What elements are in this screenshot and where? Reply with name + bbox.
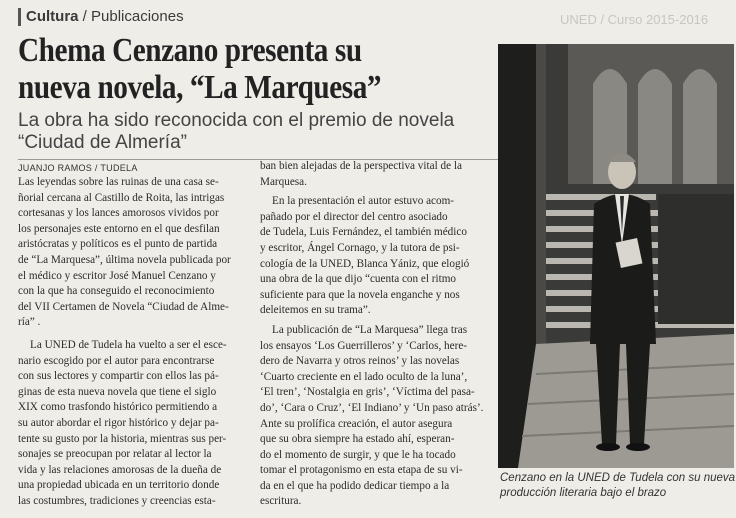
byline: JUANJO RAMOS / TUDELA xyxy=(18,163,138,173)
subsection-name: / Publicaciones xyxy=(82,8,184,25)
section-name: Cultura xyxy=(26,8,79,25)
body-line: Ante su prolífica creación, el autor asegura xyxy=(260,417,453,430)
facing-page-header: UNED / Curso 2015-2016 xyxy=(560,12,709,27)
photo-caption xyxy=(500,471,736,501)
body-line: cortesanas y los lances amorosos vividos por xyxy=(18,207,219,220)
body-line: cología de la UNED, Blanca Yániz, que elogió xyxy=(260,257,470,270)
body-line: Marquesa. xyxy=(260,175,307,188)
body-column-1 xyxy=(18,175,258,509)
body-line: una propiedad ubicada en un territorio donde xyxy=(18,479,220,492)
body-column-2 xyxy=(260,159,500,510)
body-line: nario escogido por el autor para encontrarse xyxy=(18,354,215,367)
body-line: ‘Cuarto creciente en el lado oculto de la luna’, xyxy=(260,370,468,383)
body-line: ría” . xyxy=(18,316,41,329)
caption-line: producción literaria bajo el brazo xyxy=(500,487,667,499)
body-line: vida y las relaciones amorosas de la dueña de xyxy=(18,463,222,476)
body-line: La publicación de “La Marquesa” llega tras xyxy=(272,323,468,336)
body-line: deleitemos en su trama”. xyxy=(260,304,371,317)
photo-illustration xyxy=(498,44,734,468)
body-line: con la que ha conseguido el reconocimiento xyxy=(18,285,215,298)
body-line: con sus lectores y compartir con ellos las pá- xyxy=(18,370,219,383)
body-line: tente su gusto por la historia, mientras sus per- xyxy=(18,432,227,445)
body-line: do el momento de surgir, y que le ha tocado xyxy=(260,448,456,461)
body-line: escritura. xyxy=(260,495,302,508)
body-line: los ensayos ‘Los Guerrilleros’ y ‘Carlos, here- xyxy=(260,339,468,352)
body-line: ‘El tren’, ‘Nostalgia en gris’, ‘Víctima del pasa- xyxy=(260,386,475,399)
body-line: su autor abordar el rigor histórico y dejar pa- xyxy=(18,416,219,429)
body-line: do’, ‘Cara o Cruz’, ‘El Indiano’ y ‘Un paso atrás’. xyxy=(260,401,484,414)
body-line: del VII Certamen de Novela “Ciudad de Alme- xyxy=(18,300,229,313)
body-line: y escritor, Ángel Cornago, y la tutora de psi- xyxy=(260,241,460,254)
article-subtitle xyxy=(18,110,498,154)
section-label xyxy=(18,8,184,26)
body-line: La UNED de Tudela ha vuelto a ser el esce- xyxy=(30,338,227,351)
body-line: XIX como trasfondo histórico permitiendo a xyxy=(18,401,218,414)
body-line: ban bien alejadas de la perspectiva vital de la xyxy=(260,160,462,172)
body-line: aristócratas y políticos es el punto de partida xyxy=(18,238,218,251)
body-line: tomar el protagonismo en esta etapa de su vi- xyxy=(260,464,463,477)
body-line: sonajes se preocupan por relatar al lector la xyxy=(18,448,212,461)
body-line: de Tudela, Luis Fernández, el también médico xyxy=(260,226,467,239)
body-line: que su obra siempre ha estado ahí, esperan- xyxy=(260,433,455,446)
body-line: suficiente para que la novela enganche y nos xyxy=(260,288,460,301)
body-line: una obra de la que dijo “cuenta con el ritmo xyxy=(260,273,457,286)
article-photo xyxy=(498,44,734,468)
subtitle-line: La obra ha sido reconocida con el premio de novela xyxy=(18,110,455,131)
title-line: Chema Cenzano presenta su xyxy=(18,32,362,69)
body-line: los personajes este entorno en el que desfilan xyxy=(18,222,220,235)
body-line: las costumbres, tradiciones y creencias esta- xyxy=(18,494,216,507)
body-line: de “La Marquesa”, última novela publicada por xyxy=(18,253,231,266)
body-line: ginas de esta nueva novela que tiene el siglo xyxy=(18,385,217,398)
article-title xyxy=(18,32,431,106)
caption-line: Cenzano en la UNED de Tudela con su nueva xyxy=(500,472,736,484)
subtitle-line: “Ciudad de Almería” xyxy=(18,132,187,153)
body-line: pañado por el director del centro asociado xyxy=(260,210,448,223)
body-line: ñorial cercana al Castillo de Roita, las intrigas xyxy=(18,191,225,204)
title-line: nueva novela, “La Marquesa” xyxy=(18,69,382,106)
body-line: da en el que ha podido dedicar tiempo a la xyxy=(260,479,450,492)
body-line: Las leyendas sobre las ruinas de una casa se- xyxy=(18,176,219,188)
body-line: En la presentación el autor estuvo acom- xyxy=(272,195,455,208)
body-line: dero de Navarra y otros reinos’ y las novelas xyxy=(260,355,460,368)
body-line: el médico y escritor José Manuel Cenzano y xyxy=(18,269,216,282)
